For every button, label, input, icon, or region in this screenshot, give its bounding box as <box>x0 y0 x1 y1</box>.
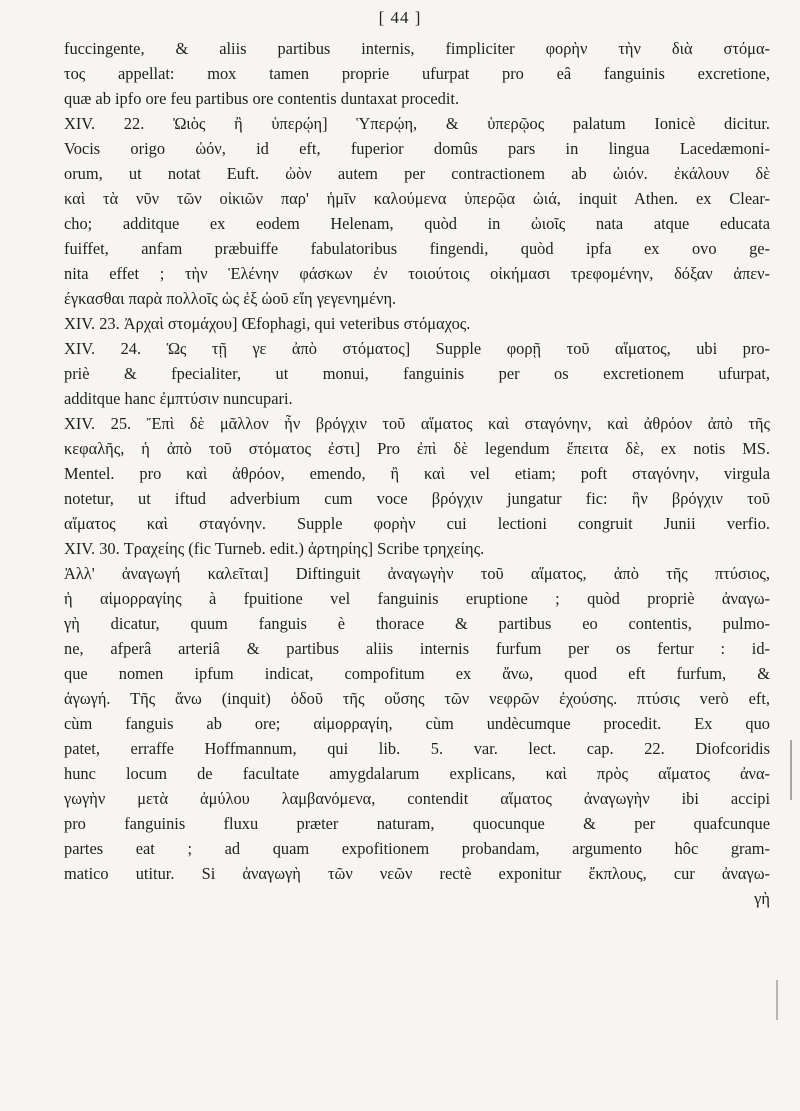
page-edge-mark <box>790 740 792 800</box>
text-line: nita effet ; τὴν Ἑλένην φάσκων ἐν τοιούτοις οἰκήμασι τρεφομένην, δόξαν ἀπεν- <box>64 264 770 283</box>
text-line: priè & fpecialiter, ut monui, fanguinis per os excretionem ufurpat, <box>64 364 770 383</box>
text-line: κεφαλῆς, ἡ ἀπὸ τοῦ στόματος ἐστι] Pro ἐπὶ δὲ legendum ἔπειτα δὲ, ex notis MS. <box>64 439 770 458</box>
text-line: hunc locum de facultate amygdalarum explicans, καὶ πρὸς αἵματος ἀνα- <box>64 764 770 783</box>
text-line: quæ ab ipfo ore feu partibus ore contentis duntaxat procedit. <box>64 89 460 108</box>
text-line: partes eat ; ad quam expofitionem probandam, argumento hôc gram- <box>64 839 770 858</box>
text-line: cho; additque ex eodem Helenam, quòd in ὠιοῖς nata atque educata <box>64 214 770 233</box>
text-line: Mentel. pro καὶ ἀθρόον, emendo, ἢ καὶ vel etiam; poft σταγόνην, virgula <box>64 464 770 483</box>
text-line: γωγὴν μετὰ ἀμύλου λαμβανόμενα, contendit αἵματος ἀναγωγὴν ibi accipi <box>64 789 770 808</box>
text-line: que nomen ipfum indicat, compofitum ex ἄνω, quod eft furfum, & <box>64 664 770 683</box>
text-line: pro fanguinis fluxu præter naturam, quocunque & per quafcunque <box>64 814 770 833</box>
text-line: ἀγωγή. Τῆς ἄνω (inquit) ὁδοῦ τῆς οὔσης τῶν νεφρῶν ἐχούσης. πτύσις verò eft, <box>64 689 770 708</box>
text-line: XIV. 22. Ὠιὸς ἢ ὑπερῴη] Ὑπερῴη, & ὑπερῷος palatum Ionicè dicitur. <box>64 114 770 133</box>
text-line: γὴ dicatur, quum fanguis è thorace & partibus eo contentis, pulmo- <box>64 614 770 633</box>
text-line: matico utitur. Si ἀναγωγὴ τῶν νεῶν rectè exponitur ἔκπλους, cur ἀναγω- <box>64 864 770 883</box>
text-line: έγκασθαι παρὰ πολλοῖς ὡς ἐξ ὠοῦ εἴη γεγενημένη. <box>64 289 397 308</box>
text-line: XIV. 30. Τραχείης (fic Turneb. edit.) ἀρτηρίης] Scribe τρηχείης. <box>64 539 485 558</box>
text-line: καὶ τὰ νῦν τῶν οἰκιῶν παρ' ἡμῖν καλούμενα ὑπερῷα ὠιά, inquit Athen. ex Clear- <box>64 189 770 208</box>
text-line: additque hanc ἐμπτύσιν nuncupari. <box>64 389 293 408</box>
text-line: ne, afperâ arteriâ & partibus aliis internis furfum per os fertur : id- <box>64 639 770 658</box>
catchword: γὴ <box>754 889 770 908</box>
commentary-text <box>64 36 770 911</box>
text-line: τος appellat: mox tamen proprie ufurpat pro eâ fanguinis excretione, <box>64 64 770 83</box>
text-line: XIV. 24. Ὡς τῇ γε ἀπὸ στόματος] Supple φορῇ τοῦ αἵματος, ubi pro- <box>64 339 770 358</box>
text-line: Vocis origo ὠόν, id eft, fuperior domûs pars in lingua Lacedæmoni- <box>64 139 770 158</box>
text-line: notetur, ut iftud adverbium cum voce βρόγχιν jungatur fic: ἢν βρόγχιν τοῦ <box>64 489 770 508</box>
page-number: [ 44 ] <box>378 8 422 27</box>
text-line: orum, ut notat Euft. ὠὸν autem per contractionem ab ὠιόν. ἐκάλουν δὲ <box>64 164 770 183</box>
text-line: αἵματος καὶ σταγόνην. Supple φορὴν cui lectioni congruit Junii verfio. <box>64 514 770 533</box>
text-line: fuccingente, & aliis partibus internis, fimpliciter φορὴν τὴν διὰ στόμα- <box>64 39 770 58</box>
text-line: Ἀλλ' ἀναγωγή καλεῖται] Diftinguit ἀναγωγὴν τοῦ αἵματος, ἀπὸ τῆς πτύσιος, <box>64 564 770 583</box>
text-line: ἡ αἱμορραγίης à fpuitione vel fanguinis eruptione ; quòd propriè ἀναγω- <box>64 589 770 608</box>
text-line: patet, erraffe Hoffmannum, qui lib. 5. var. lect. cap. 22. Diofcoridis <box>64 739 770 758</box>
text-line: XIV. 25. Ἔπὶ δὲ μᾶλλον ἦν βρόγχιν τοῦ αἵματος καὶ σταγόνην, καὶ ἀθρόον ἀπὸ τῆς <box>64 414 770 433</box>
page-edge-mark <box>776 980 778 1020</box>
text-line: fuiffet, anfam præbuiffe fabulatoribus fingendi, quòd ipfa ex ovo ge- <box>64 239 770 258</box>
text-line: XIV. 23. Ἀρχαὶ στομάχου] Œfophagi, qui veteribus στόμαχος. <box>64 314 471 333</box>
text-line: cùm fanguis ab ore; αἱμορραγίη, cùm undècumque procedit. Ex quo <box>64 714 770 733</box>
